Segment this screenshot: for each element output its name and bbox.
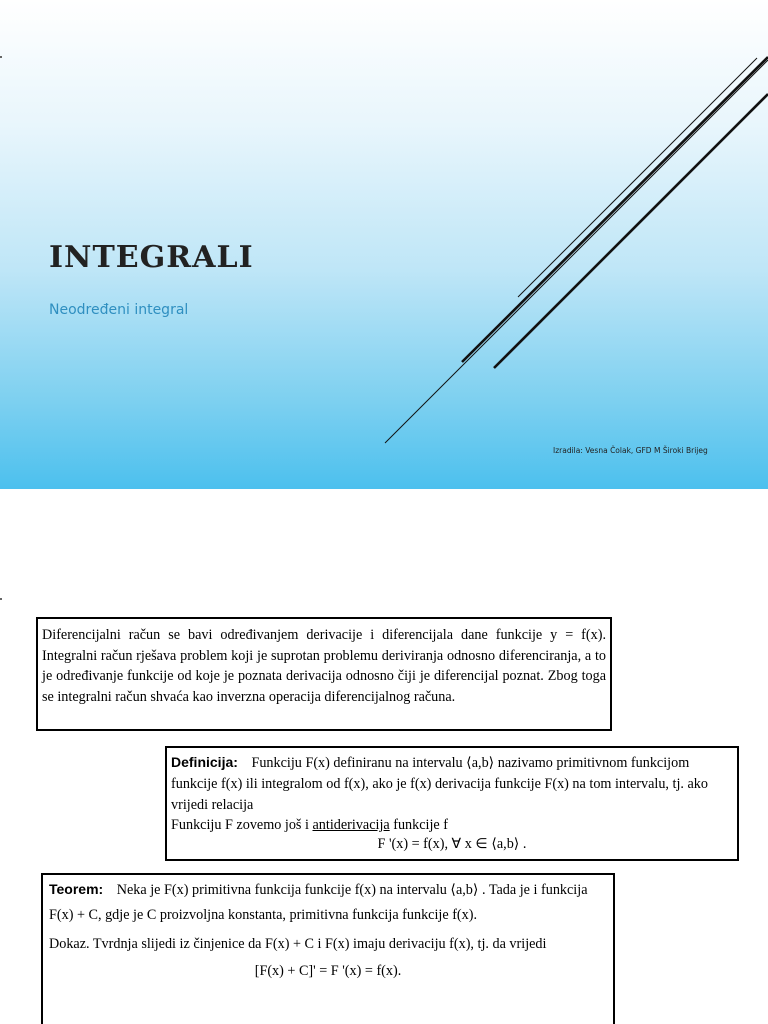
title-slide: [0, 0, 768, 489]
theorem-label: Teorem:: [49, 881, 104, 897]
definition-body: [171, 752, 733, 816]
slide-marker: [0, 598, 2, 600]
intro-box: [36, 617, 612, 731]
deco-line-4: [385, 60, 768, 443]
deco-line-2: [494, 94, 768, 368]
definition-formula: F '(x) = f(x), ∀ x ∈ ⟨a,b⟩ .: [377, 836, 527, 852]
slide-subtitle: Neodređeni integral: [49, 302, 189, 318]
definition-text: Funkciju F(x) definiranu na intervalu ⟨a,b⟩ nazivamo primitivnom funkcijom funkcije f(x) ili integralom od f(x), ako je f(x) derivacija funkcije F(x) na tom intervalu, tj. ako vrijedi relacija: [171, 755, 708, 813]
theorem-box: [41, 873, 615, 1024]
intro-text: Diferencijalni račun se bavi određivanjem derivacije i diferencijala dane funkcije y = f(x). Integralni račun rješava problem koji je suprotan problemu deriviranja odnosno diferenciranja, a to je određivanje funkcije od koje je poznata derivacija odnosno čiji je diferencijal poznat. Zbog toga se integralni račun shvaća kao inverzna operacija diferencijalnog računa.: [42, 627, 606, 705]
theorem-text: Neka je F(x) primitivna funkcija funkcije f(x) na intervalu ⟨a,b⟩ . Tada je i funkcija F(x) + C, gdje je C proizvoljna konstanta, primitivna funkcija funkcije f(x).: [49, 882, 588, 923]
slide-marker: [0, 56, 2, 58]
theorem-formula: [F(x) + C]' = F '(x) = f(x).: [254, 963, 402, 979]
deco-line-3: [518, 58, 757, 297]
author-credit: Izradila: Vesna Čolak, GFD M Široki Brijeg: [553, 446, 708, 455]
proof-text: Dokaz. Tvrdnja slijedi iz činjenice da F(x) + C i F(x) imaju derivaciju f(x), tj. da vrijedi: [49, 936, 547, 952]
note-pre: Funkciju F zovemo još i: [171, 817, 313, 833]
antiderivative-note: [171, 816, 733, 834]
deco-line-1: [462, 57, 768, 362]
theorem-body: [49, 877, 607, 928]
definition-box: [165, 746, 739, 861]
definition-label: Definicija:: [171, 754, 238, 770]
note-term: antiderivacija: [312, 817, 390, 833]
note-post: funkcije f: [389, 817, 448, 833]
slide-title: INTEGRALI: [49, 240, 254, 275]
